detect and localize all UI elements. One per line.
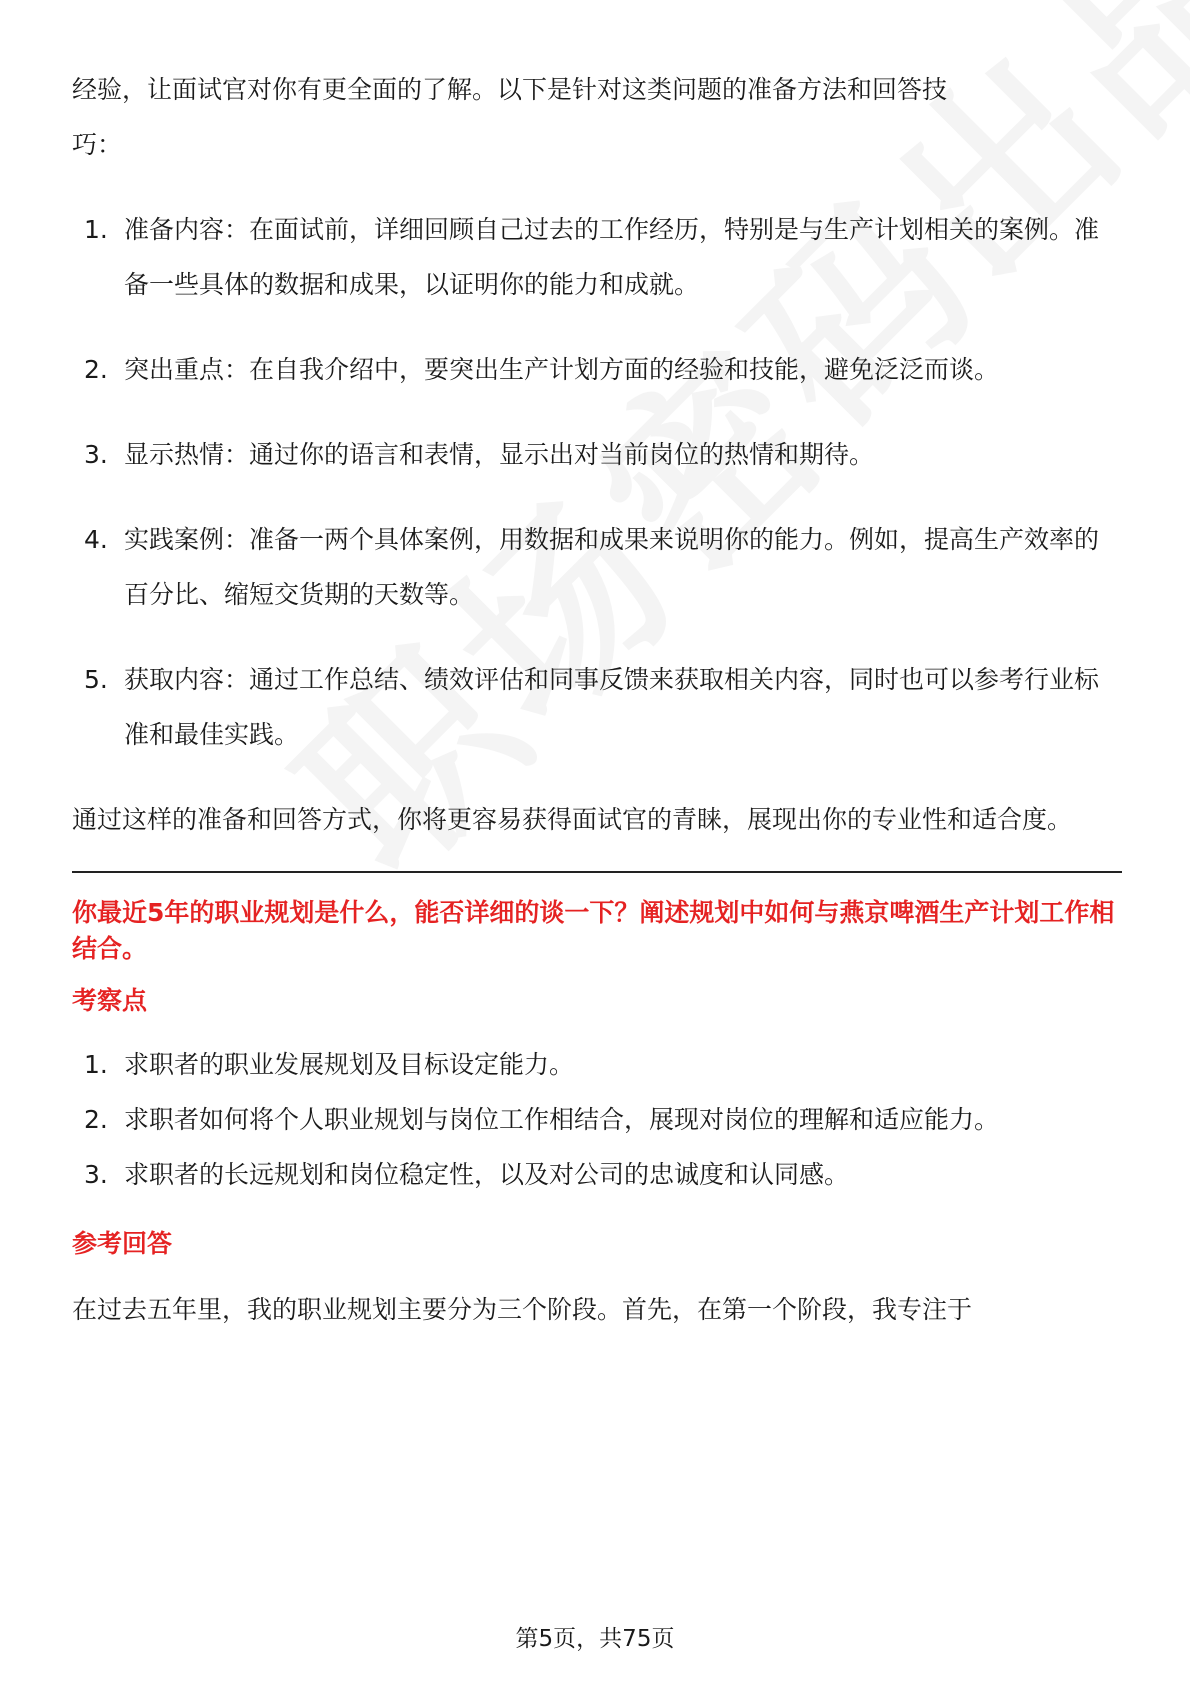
list-item-text: 求职者如何将个人职业规划与岗位工作相结合，展现对岗位的理解和适应能力。 <box>124 1105 1000 1134</box>
list-item <box>72 202 1122 312</box>
list-number: 3. <box>84 440 108 469</box>
reference-answer-text: 在过去五年里，我的职业规划主要分为三个阶段。首先，在第一个阶段，我专注于 <box>72 1295 973 1324</box>
list-item <box>72 1147 1122 1202</box>
section-divider <box>72 871 1122 873</box>
list-number: 5. <box>84 665 108 694</box>
list-item-text: 突出重点：在自我介绍中，要突出生产计划方面的经验和技能，避免泛泛而谈。 <box>124 355 1000 384</box>
list-item <box>72 652 1122 762</box>
list-item <box>72 1037 1122 1092</box>
question-title: 你最近5年的职业规划是什么，能否详细的谈一下？阐述规划中如何与燕京啤酒生产计划工作相结合。 <box>72 898 1115 963</box>
list-item-text: 实践案例：准备一两个具体案例，用数据和成果来说明你的能力。例如，提高生产效率的百分比、缩短交货期的天数等。 <box>124 525 1100 609</box>
page-number-footer: 第5页，共75页 <box>515 1626 675 1652</box>
conclusion-paragraph: 通过这样的准备和回答方式，你将更容易获得面试官的青睐，展现出你的专业性和适合度。 <box>72 805 1073 834</box>
list-number: 3. <box>84 1160 108 1189</box>
page-content <box>72 62 1122 1337</box>
list-number: 1. <box>84 215 108 244</box>
list-number: 2. <box>84 1105 108 1134</box>
list-number: 2. <box>84 355 108 384</box>
list-item-text: 准备内容：在面试前，详细回顾自己过去的工作经历，特别是与生产计划相关的案例。准备一些具体的数据和成果，以证明你的能力和成就。 <box>124 215 1100 299</box>
intro-line-2: 巧： <box>72 130 123 159</box>
list-item-text: 获取内容：通过工作总结、绩效评估和同事反馈来获取相关内容，同时也可以参考行业标准和最佳实践。 <box>124 665 1100 749</box>
list-item <box>72 342 1122 397</box>
exam-points-heading: 考察点 <box>72 986 148 1015</box>
list-item-text: 求职者的长远规划和岗位稳定性，以及对公司的忠诚度和认同感。 <box>124 1160 850 1189</box>
list-number: 4. <box>84 525 108 554</box>
list-item <box>72 512 1122 622</box>
list-number: 1. <box>84 1050 108 1079</box>
list-item-text: 显示热情：通过你的语言和表情，显示出对当前岗位的热情和期待。 <box>124 440 875 469</box>
tips-list <box>72 202 1122 762</box>
list-item-text: 求职者的职业发展规划及目标设定能力。 <box>124 1050 575 1079</box>
reference-answer-heading: 参考回答 <box>72 1229 173 1258</box>
list-item <box>72 427 1122 482</box>
list-item <box>72 1092 1122 1147</box>
intro-line-1: 经验，让面试官对你有更全面的了解。以下是针对这类问题的准备方法和回答技 <box>72 75 948 104</box>
exam-points-list <box>72 1037 1122 1202</box>
